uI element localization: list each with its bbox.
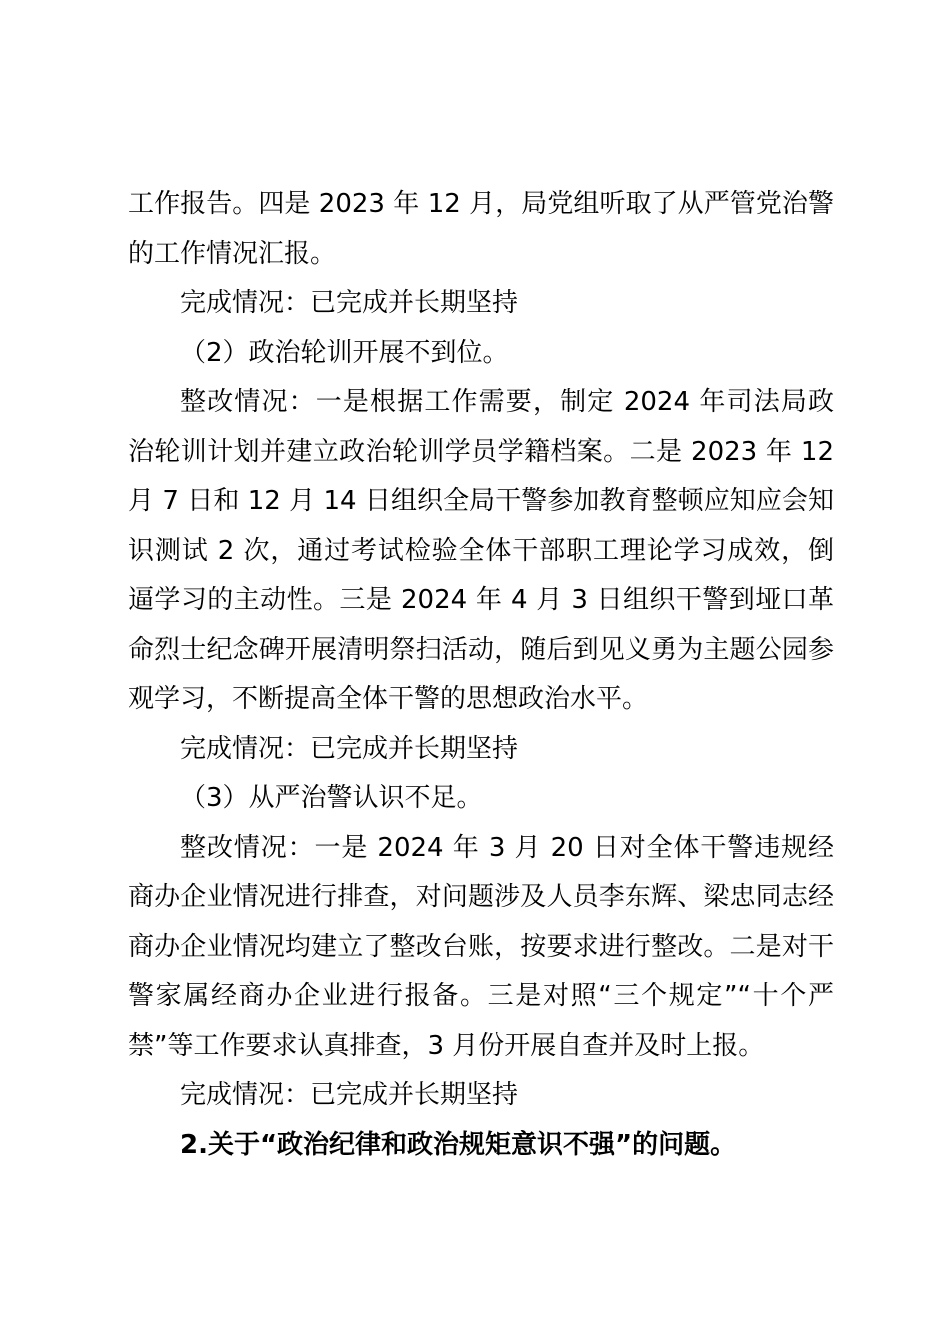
paragraph-completion-status-3: 完成情况：已完成并长期坚持 <box>180 1080 519 1110</box>
paragraph-rectification-2: 整改情况：一是根据工作需要，制定 2024 年司法局政治轮训计划并建立政治轮训学员学籍档案。二是 2023 年 12 月 7 日和 12 月 14 日组织全局干警参加教育整顿应知应会知识测试 2 次，通过考试检验全体干部职工理论学习成效，倒逼学习的主动性。三是 2024 年 4 月 3 日组织干警到垭口革命烈士纪念碑开展清明祭扫活动，随后到见义勇为主题公园参观学习，不断提高全体干警的思想政治水平。 <box>128 387 834 714</box>
paragraph-completion-status-1: 完成情况：已完成并长期坚持 <box>180 288 519 318</box>
paragraph-issue-heading-2: （2）政治轮训开展不到位。 <box>180 337 509 368</box>
paragraph-issue-heading-3: （3）从严治警认识不足。 <box>180 783 483 813</box>
paragraph-report-continuation: 工作报告。四是 2023 年 12 月，局党组听取了从严管党治警的工作情况汇报。 <box>128 189 834 269</box>
document-body <box>128 180 834 1170</box>
paragraph-rectification-3: 整改情况：一是 2024 年 3 月 20 日对全体干警违规经商办企业情况进行排查，对问题涉及人员李东辉、梁忠同志经商办企业情况均建立了整改台账，按要求进行整改。二是对干警家属经商办企业进行报备。三是对照“三个规定”“十个严禁”等工作要求认真排查，3 月份开展自查并及时上报。 <box>128 832 834 1061</box>
paragraph-completion-status-2: 完成情况：已完成并长期坚持 <box>180 733 519 764</box>
section-heading-2: 2.关于“政治纪律和政治规矩意识不强”的问题。 <box>180 1129 737 1160</box>
